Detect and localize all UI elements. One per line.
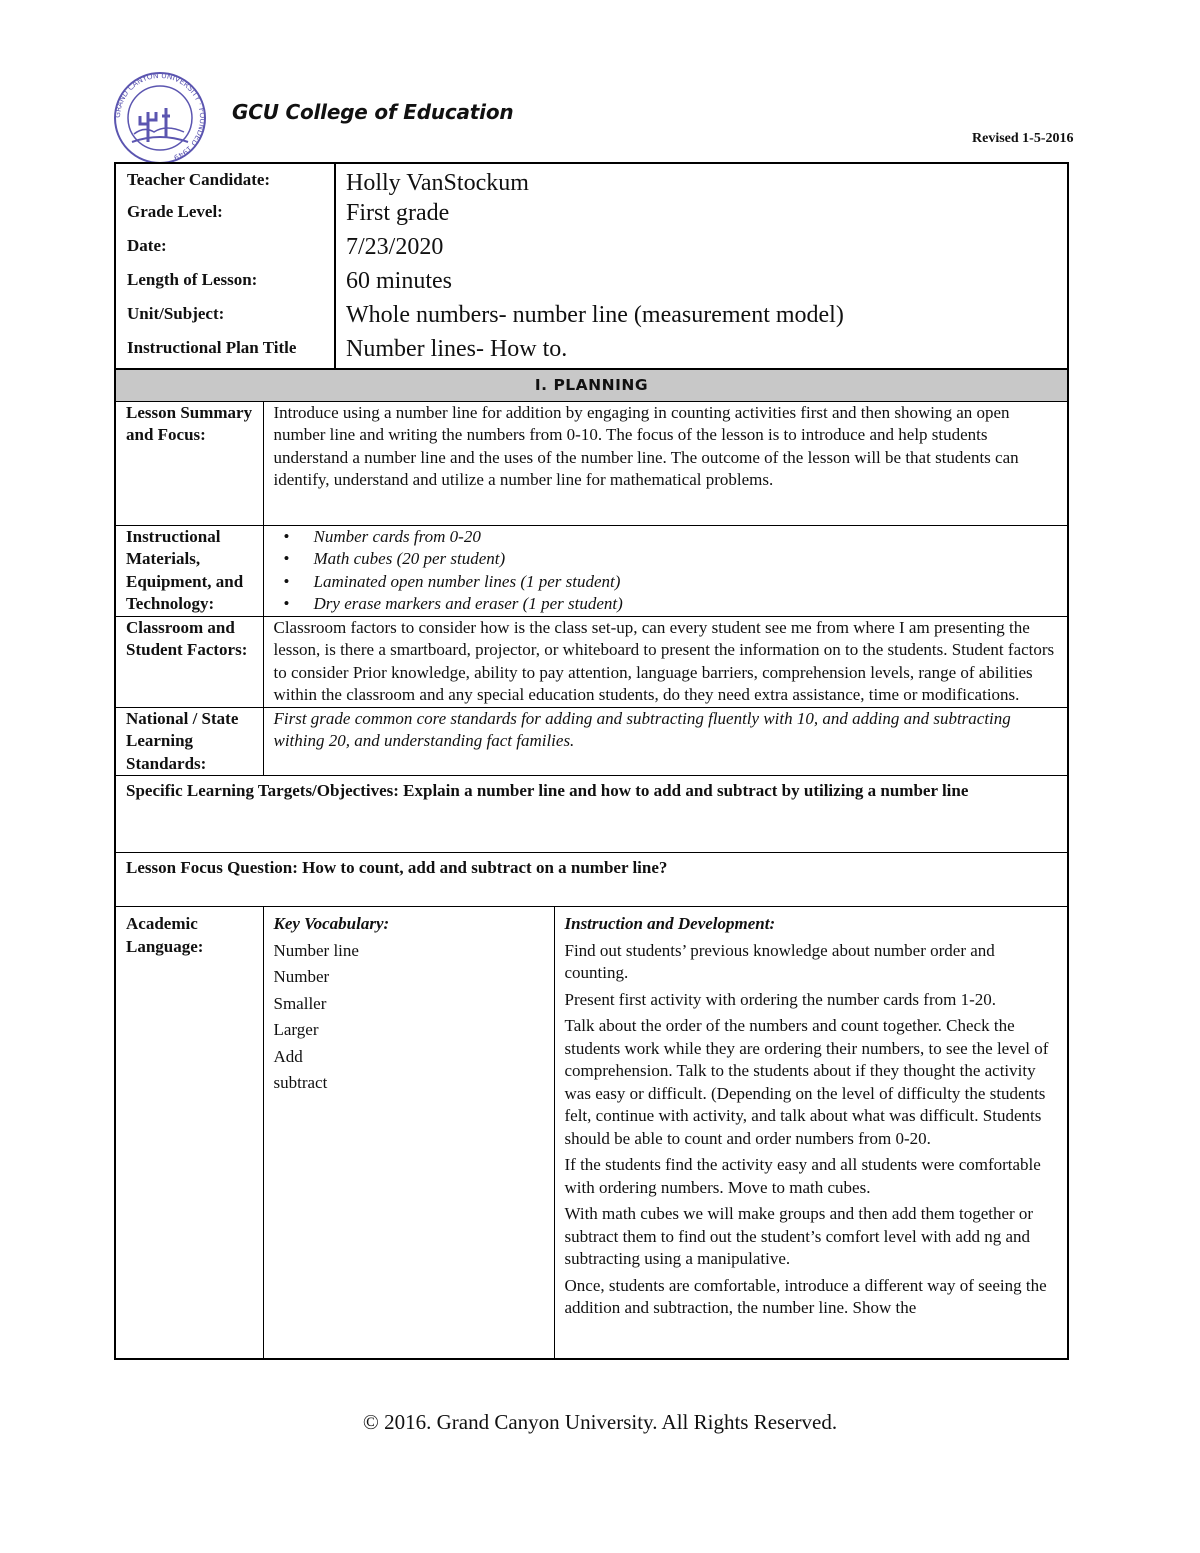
info-label: Teacher Candidate:	[127, 170, 271, 189]
vocab-item: Larger	[273, 1020, 319, 1039]
vocabulary-cell	[263, 907, 554, 1359]
planning-table	[114, 368, 1069, 1360]
objectives-text: Specific Learning Targets/Objectives: Explain a number line and how to add and subtract by utilizing a number line	[115, 776, 1068, 853]
university-seal-logo	[104, 72, 216, 164]
info-label: Instructional Plan Title	[127, 338, 297, 357]
materials-cell	[263, 525, 1068, 616]
summary-label: Lesson Summary and Focus:	[115, 401, 263, 525]
info-label: Date:	[127, 236, 167, 255]
instruction-paragraph: If the students find the activity easy and all students were comfortable with ordering numbers. Move to math cubes.	[564, 1155, 1041, 1197]
planning-heading: I. PLANNING	[115, 369, 1068, 401]
info-row	[115, 163, 1068, 197]
vocab-item: subtract	[273, 1073, 328, 1092]
instruction-paragraph: Find out students’ previous knowledge about number order and counting.	[564, 940, 995, 982]
list-item: • Laminated open number lines (1 per student)	[314, 571, 1058, 594]
info-label: Length of Lesson:	[127, 270, 258, 289]
college-title: GCU College of Education	[232, 100, 514, 124]
list-item: • Number cards from 0-20	[314, 526, 1058, 549]
info-row	[115, 333, 1068, 371]
revised-date: Revised 1-5-2016	[972, 131, 1074, 146]
info-value: First grade	[335, 197, 1068, 231]
copyright-footer: © 2016. Grand Canyon University. All Rights Reserved.	[362, 1410, 838, 1434]
vocab-item: Number line	[273, 940, 359, 960]
info-value: 7/23/2020	[335, 231, 1068, 265]
info-row	[115, 265, 1068, 299]
instruction-paragraph: Once, students are comfortable, introduce a different way of seeing the addition and subtraction, the number line. Show the	[564, 1275, 1047, 1317]
list-item: • Dry erase markers and eraser (1 per student)	[314, 593, 1058, 616]
info-row	[115, 231, 1068, 265]
factors-label: Classroom and Student Factors:	[115, 616, 263, 707]
info-label: Grade Level:	[127, 202, 223, 221]
list-item: • Math cubes (20 per student)	[314, 548, 1058, 571]
info-value: Number lines- How to.	[335, 333, 1068, 371]
svg-text:GRAND CANYON UNIVERSITY · FOUN: GRAND CANYON UNIVERSITY · FOUNDED 1949	[112, 72, 208, 163]
instruction-heading: Instruction and Development:	[564, 914, 776, 933]
lesson-info-table	[114, 162, 1069, 372]
academic-language-label: Academic Language:	[115, 907, 263, 1359]
info-value: Whole numbers- number line (measurement model)	[335, 299, 1068, 333]
instruction-paragraph: Talk about the order of the numbers and count together. Check the students work while they are ordering their numbers, to see the level of comprehension. Talk to the students about if they thought the activity was easy or difficult. (Depending on the level of difficulty the students felt, continue with activity, and talk about what was difficult. Students should be able to count and order numbers from 0-20.	[564, 1016, 1049, 1148]
standards-label: National / State Learning Standards:	[115, 707, 263, 776]
instruction-paragraph: Present first activity with ordering the number cards from 1-20.	[564, 989, 996, 1009]
vocab-item: Add	[273, 1046, 303, 1066]
materials-label: Instructional Materials, Equipment, and Technology:	[115, 525, 263, 616]
info-row	[115, 197, 1068, 231]
vocab-heading: Key Vocabulary:	[273, 914, 390, 933]
materials-list	[274, 526, 1058, 616]
vocab-item: Number	[273, 967, 330, 986]
info-value: 60 minutes	[335, 265, 1068, 299]
standards-text: First grade common core standards for adding and subtracting fluently with 10, and adding and subtracting withing 20, and understanding fact families.	[263, 707, 1068, 776]
instruction-cell	[554, 907, 1068, 1359]
info-row	[115, 299, 1068, 333]
summary-text: Introduce using a number line for addition by engaging in counting activities first and then showing an open number line and writing the numbers from 0-10. The focus of the lesson is to introduce and help students understand a number line and the uses of the number line. The outcome of the lesson will be that students can identify, understand and utilize a number line for mathematical problems.	[263, 401, 1068, 525]
vocab-item: Smaller	[273, 993, 327, 1013]
instruction-paragraph: With math cubes we will make groups and then add them together or subtract them to find out the student’s comfort level with add ng and subtracting using a manipulative.	[564, 1204, 1034, 1268]
info-value: Holly VanStockum	[335, 163, 1068, 197]
focus-question-text: Lesson Focus Question: How to count, add and subtract on a number line?	[115, 853, 1068, 907]
factors-text: Classroom factors to consider how is the class set-up, can every student see me from where I am presenting the lesson, is there a smartboard, projector, or whiteboard to present the information on to the students. Student factors to consider Prior knowledge, ability to pay attention, language barriers, comprehension levels, range of abilities within the classroom and any special education students, do they need extra assistance, time or modifications.	[263, 616, 1068, 707]
info-label: Unit/Subject:	[127, 304, 225, 323]
